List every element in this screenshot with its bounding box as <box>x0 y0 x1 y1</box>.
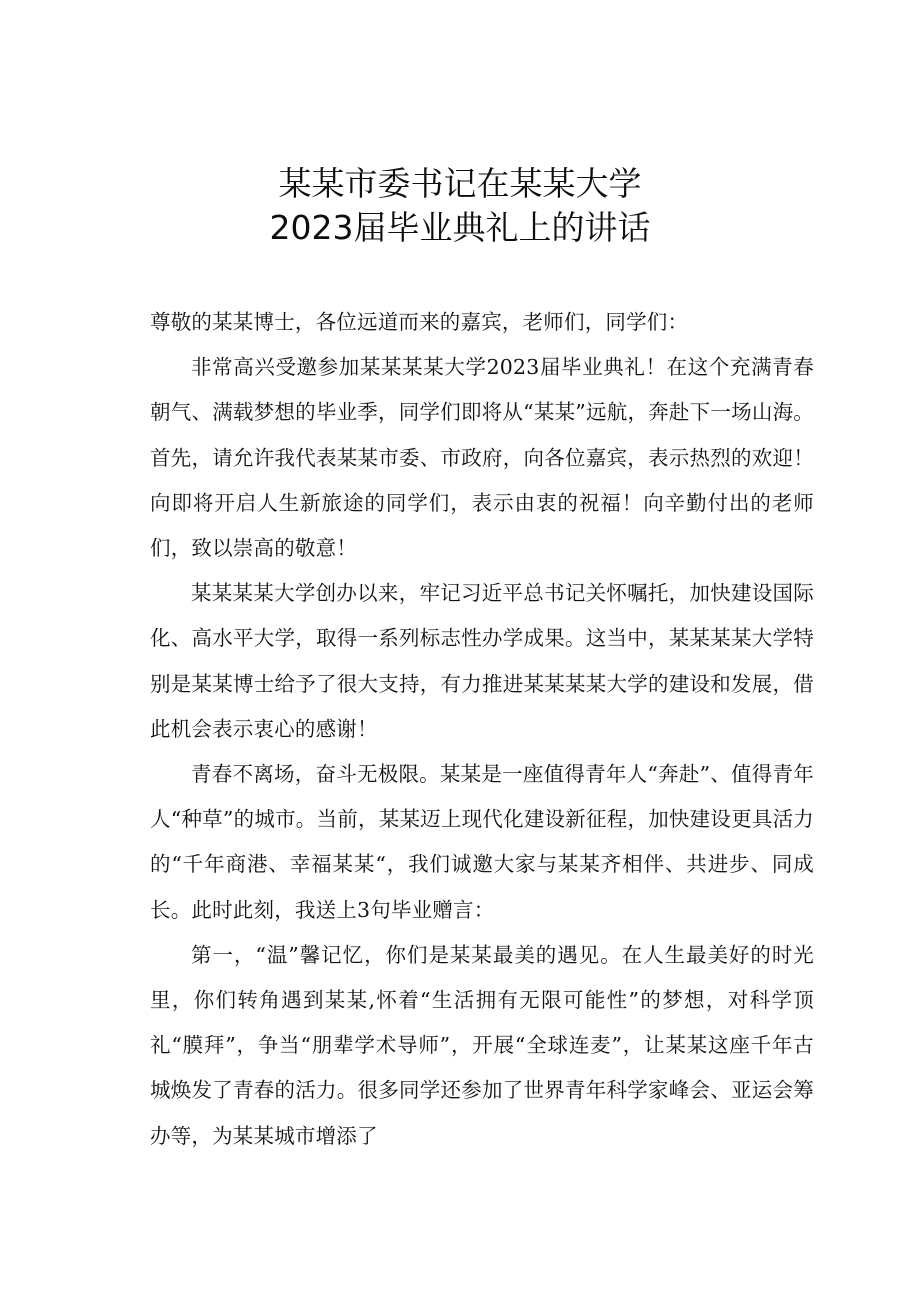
paragraph-3: 青春不离场，奋斗无极限。某某是一座值得青年人“奔赴”、值得青年人“种草”的城市。当前，某某迈上现代化建设新征程，加快建设更具活力的“千年商港、幸福某某“，我们诚邀大家与某某齐相伴、共进步、同成长。此时此刻，我送上3句毕业赠言： <box>150 762 814 922</box>
salutation: 尊敬的某某博士，各位远道而来的嘉宾，老师们，同学们： <box>150 310 689 334</box>
title-line-1: 某某市委书记在某某大学 <box>278 164 642 203</box>
title-line-2: 2023届毕业典礼上的讲话 <box>269 208 651 247</box>
paragraph-1: 非常高兴受邀参加某某某某大学2023届毕业典礼！在这个充满青春朝气、满载梦想的毕业季，同学们即将从“某某”远航，奔赴下一场山海。首先，请允许我代表某某市委、市政府，向各位嘉宾，表示热烈的欢迎！向即将开启人生新旅途的同学们，表示由衷的祝福！向辛勤付出的老师们，致以崇高的敬意！ <box>150 355 814 561</box>
paragraph-4: 第一，“温”馨记忆，你们是某某最美的遇见。在人生最美好的时光里，你们转角遇到某某,怀着“生活拥有无限可能性”的梦想，对科学顶礼“膜拜”，争当“朋辈学术导师”，开展“全球连麦”，让某某这座千年古城焕发了青春的活力。很多同学还参加了世界青年科学家峰会、亚运会筹办等，为某某城市增添了 <box>150 942 814 1148</box>
speech-body <box>150 300 814 1159</box>
paragraph-2: 某某某某大学创办以来，牢记习近平总书记关怀嘱托，加快建设国际化、高水平大学，取得一系列标志性办学成果。这当中，某某某某大学特别是某某博士给予了很大支持，有力推进某某某某大学的建设和发展，借此机会表示衷心的感谢！ <box>150 581 814 741</box>
